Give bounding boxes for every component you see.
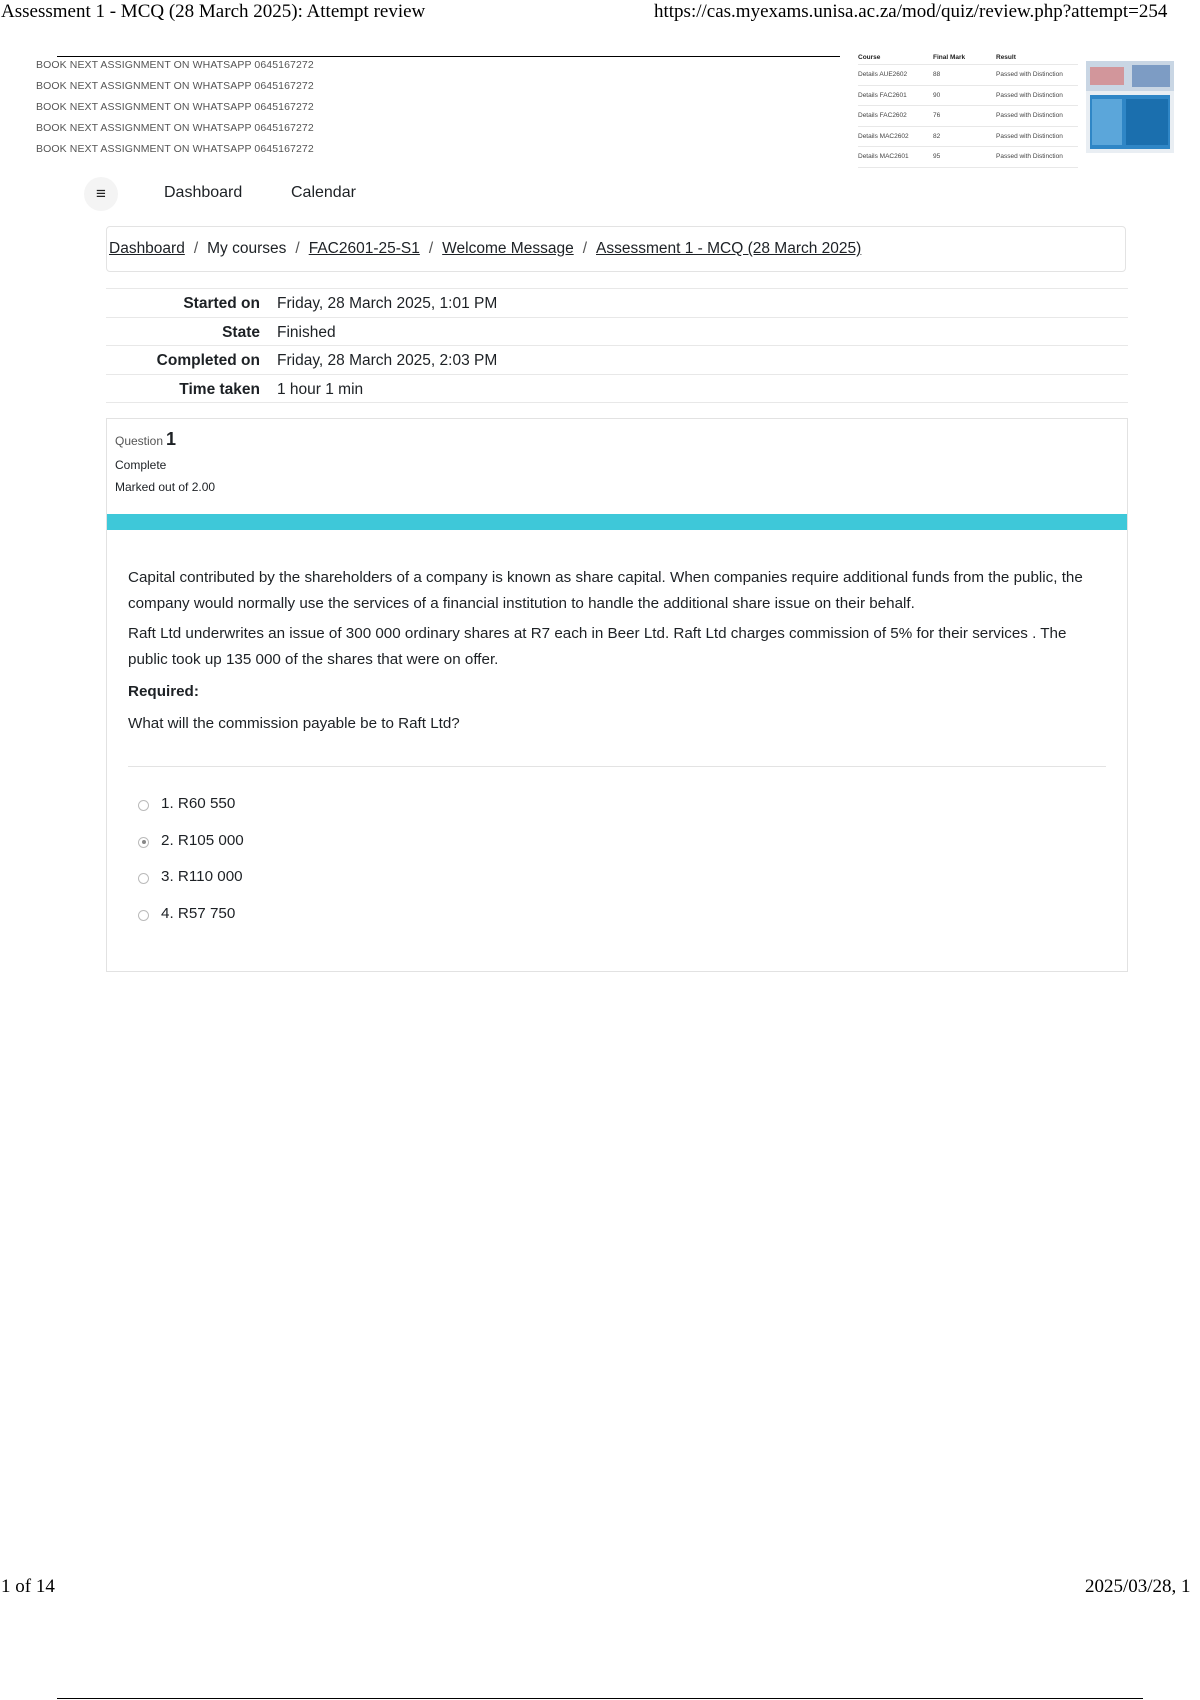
- results-header-course: Course: [858, 53, 881, 61]
- answer-option[interactable]: [138, 832, 244, 869]
- print-page-url: https://cas.myexams.unisa.ac.za/mod/quiz/review.php?attempt=254: [654, 1, 1168, 22]
- print-page-title: Assessment 1 - MCQ (28 March 2025): Attempt review: [1, 1, 426, 22]
- summary-value: 1 hour 1 min: [277, 380, 364, 398]
- answer-options: [138, 795, 244, 941]
- results-mark: 95: [933, 153, 941, 161]
- top-navbar: [0, 168, 1200, 218]
- question-prompt: What will the commission payable be to Raft Ltd?: [128, 715, 460, 732]
- answer-option-label: 2. R105 000: [161, 831, 244, 849]
- footer-divider: [57, 1698, 1143, 1699]
- ad-line: BOOK NEXT ASSIGNMENT ON WHATSAPP 0645167272: [36, 101, 314, 113]
- results-result: Passed with Distinction: [996, 91, 1063, 99]
- question-label: Question: [115, 434, 164, 448]
- summary-value: Friday, 28 March 2025, 2:03 PM: [277, 352, 498, 369]
- radio-button[interactable]: [138, 910, 149, 921]
- answer-option-label: 3. R110 000: [161, 868, 243, 885]
- results-table-row: [858, 65, 1078, 86]
- question-paragraph: Capital contributed by the shareholders of a company is known as share capital. When companies require additional funds from the public, the company would normally use the services of a financial institution to handle the additional share issue on their behalf.: [128, 569, 1083, 612]
- results-course: Details FAC2602: [858, 112, 907, 120]
- results-result: Passed with Distinction: [996, 71, 1063, 79]
- summary-label: Started on: [183, 295, 260, 312]
- results-table-row: [858, 127, 1078, 148]
- results-table-header: [858, 50, 1078, 65]
- ad-results-table: [858, 50, 1078, 168]
- answer-option-label: 4. R57 750: [161, 904, 236, 922]
- results-result: Passed with Distinction: [996, 112, 1063, 120]
- summary-label: Completed on: [156, 352, 260, 369]
- summary-label: State: [222, 323, 260, 341]
- nav-dashboard-link[interactable]: Dashboard: [164, 184, 243, 201]
- results-header-result: Result: [996, 53, 1016, 61]
- summary-row: [106, 317, 1128, 346]
- summary-row: [106, 345, 1128, 374]
- question-info: [115, 429, 215, 494]
- breadcrumb-card: [106, 226, 1126, 272]
- results-table-row: [858, 106, 1078, 127]
- banner-divider: [57, 56, 840, 57]
- nav-calendar-link[interactable]: Calendar: [291, 184, 356, 201]
- answer-option[interactable]: [138, 868, 244, 905]
- results-table-row: [858, 86, 1078, 107]
- results-course: Details AUE2602: [858, 71, 908, 79]
- summary-row: [106, 288, 1128, 317]
- ad-banner-text: [36, 58, 314, 163]
- results-result: Passed with Distinction: [996, 132, 1063, 140]
- question-card: [106, 418, 1128, 972]
- results-table-row: [858, 147, 1078, 168]
- attempt-summary-table: [106, 288, 1128, 403]
- results-mark: 90: [933, 91, 941, 99]
- radio-button-selected[interactable]: [138, 837, 149, 848]
- summary-label: Time taken: [179, 380, 260, 398]
- answer-option-label: 1. R60 550: [161, 795, 236, 812]
- question-text: [128, 565, 1108, 737]
- question-divider: [128, 766, 1106, 767]
- results-result: Passed with Distinction: [996, 153, 1063, 161]
- breadcrumb: Dashboard / My courses / FAC2601-25-S1 / Welcome Message / Assessment 1 - MCQ (28 March 2025): [109, 240, 862, 257]
- summary-value: Finished: [277, 323, 336, 341]
- question-accent-bar: [107, 514, 1127, 530]
- hamburger-icon[interactable]: ≡: [84, 177, 118, 211]
- results-header-mark: Final Mark: [933, 53, 966, 61]
- summary-value: Friday, 28 March 2025, 1:01 PM: [277, 295, 498, 312]
- summary-row: [106, 374, 1128, 404]
- results-course: Details MAC2602: [858, 132, 909, 140]
- question-paragraph: Raft Ltd underwrites an issue of 300 000 ordinary shares at R7 each in Beer Ltd. Raft Ltd charges commission of 5% for their services . The public took up 135 000 of the shares that were on offer.: [128, 625, 1067, 668]
- ad-line: BOOK NEXT ASSIGNMENT ON WHATSAPP 0645167272: [36, 80, 314, 92]
- question-number: 1: [166, 429, 177, 449]
- question-marks: Marked out of 2.00: [115, 480, 216, 494]
- results-mark: 88: [933, 71, 941, 79]
- breadcrumb-assessment[interactable]: Assessment 1 - MCQ (28 March 2025): [596, 240, 862, 257]
- ad-line: BOOK NEXT ASSIGNMENT ON WHATSAPP 0645167272: [36, 143, 314, 155]
- print-datetime: 2025/03/28, 1: [1085, 1576, 1191, 1597]
- page-counter: 1 of 14: [1, 1576, 55, 1597]
- breadcrumb-course[interactable]: FAC2601-25-S1: [308, 240, 420, 257]
- results-course: Details MAC2601: [858, 153, 909, 161]
- question-status: Complete: [115, 458, 167, 472]
- radio-button[interactable]: [138, 800, 149, 811]
- required-label: Required:: [128, 683, 199, 700]
- breadcrumb-dashboard[interactable]: Dashboard: [109, 240, 185, 257]
- results-mark: 82: [933, 132, 941, 140]
- answer-option[interactable]: [138, 905, 244, 942]
- results-mark: 76: [933, 112, 941, 120]
- breadcrumb-welcome-message[interactable]: Welcome Message: [442, 240, 574, 257]
- ad-line: BOOK NEXT ASSIGNMENT ON WHATSAPP 0645167272: [36, 59, 314, 71]
- radio-button[interactable]: [138, 873, 149, 884]
- results-screenshot-image: [1086, 61, 1174, 153]
- answer-option[interactable]: [138, 795, 244, 832]
- breadcrumb-my-courses[interactable]: My courses: [207, 240, 287, 257]
- print-header: [0, 0, 1200, 26]
- results-course: Details FAC2601: [858, 91, 907, 99]
- ad-line: BOOK NEXT ASSIGNMENT ON WHATSAPP 0645167272: [36, 122, 314, 134]
